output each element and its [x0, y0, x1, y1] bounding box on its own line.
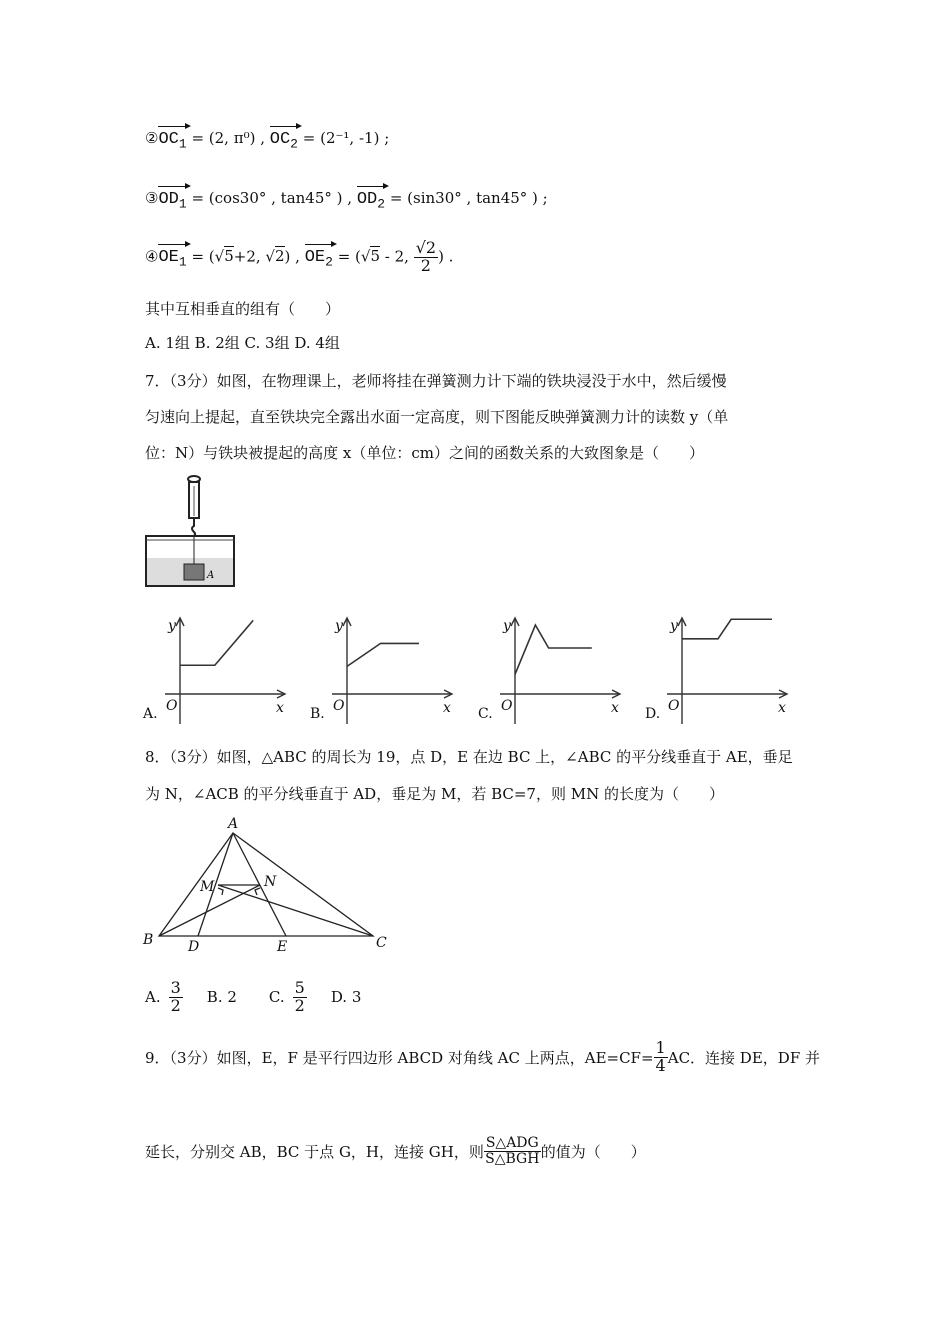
x-axis-label: x — [778, 700, 786, 716]
radicand: 5 — [370, 247, 380, 266]
y-axis-label: y — [168, 618, 176, 634]
vector-od2 — [357, 186, 385, 211]
option-label: A. — [143, 706, 158, 722]
label-a: A — [228, 816, 239, 832]
y-axis-label: y — [670, 618, 678, 634]
fraction — [169, 980, 183, 1015]
right-angle-mark — [218, 888, 223, 895]
bisector-c — [218, 885, 373, 936]
q8-options — [145, 980, 361, 1015]
denominator: 2 — [170, 995, 181, 1015]
denominator: 2 — [420, 255, 431, 275]
option-b: B. 2 — [206, 988, 237, 1007]
vec-value: = (2⁻¹, -1) ; — [302, 129, 390, 147]
origin-label: O — [668, 698, 680, 714]
vec-sub: 1 — [178, 254, 187, 270]
function-line — [682, 619, 772, 639]
graph-option-b — [310, 612, 460, 727]
vec-value: = (sin30° , tan45° ) ; — [389, 189, 548, 207]
option-label: C. — [478, 706, 493, 722]
option-a: A. — [145, 988, 161, 1007]
function-line — [515, 625, 592, 674]
label-d: D — [188, 939, 200, 955]
numerator: 1 — [655, 1038, 666, 1057]
vector-oc1 — [158, 126, 186, 151]
ratio-fraction — [484, 1136, 541, 1166]
vec-sub: 1 — [178, 136, 187, 152]
item-number: ③ — [145, 189, 159, 207]
label-c: C — [376, 935, 387, 951]
vec-name: OD — [158, 190, 179, 209]
x-axis-label: x — [443, 700, 451, 716]
vec-value: = (2, π⁰) , — [191, 129, 265, 147]
q6-item-2 — [145, 126, 389, 151]
vec-value: +2, √ — [233, 247, 275, 266]
vec-sub: 2 — [325, 254, 333, 270]
figure-label: A — [207, 570, 215, 581]
q6-item-4 — [145, 240, 453, 275]
vector-oc2 — [270, 126, 298, 151]
q7-text: 7．（3分）如图，在物理课上，老师将挂在弹簧测力计下端的铁块浸没于水中，然后缓慢 — [145, 372, 727, 390]
vec-value: = (√ — [191, 247, 225, 266]
radicand: 2 — [274, 247, 285, 266]
x-axis-label: x — [611, 700, 619, 716]
label-b: B — [143, 932, 154, 948]
denominator: 4 — [655, 1055, 666, 1075]
vector-oe2 — [305, 244, 333, 269]
numerator: 5 — [294, 978, 305, 997]
q9-line2 — [145, 1136, 646, 1166]
radicand: 5 — [224, 247, 234, 266]
q8-text: 8．（3分）如图，△ABC 的周长为 19，点 D，E 在边 BC 上，∠ABC 的平分线垂直于 AE，垂足 — [145, 748, 793, 766]
q6-options: A. 1组 B. 2组 C. 3组 D. 4组 — [145, 334, 340, 352]
q7-text: 位：N）与铁块被提起的高度 x（单位：cm）之间的函数关系的大致图象是（ ） — [145, 444, 704, 462]
x-axis-label: x — [276, 700, 284, 716]
vector-od1 — [158, 186, 186, 211]
fraction — [414, 240, 438, 275]
origin-label: O — [501, 698, 513, 714]
q9-text: AC．连接 DE，DF 并 — [667, 1048, 820, 1067]
vec-sub: 1 — [178, 196, 187, 212]
right-angle-mark — [255, 888, 260, 895]
q6-item-3 — [145, 186, 548, 211]
numerator: S△ADG — [485, 1135, 539, 1151]
vec-name: OC — [158, 130, 179, 149]
q9-text: 的值为（ ） — [540, 1142, 646, 1161]
item-number: ④ — [145, 247, 159, 266]
vector-oe1 — [158, 244, 186, 269]
vec-name: OE — [304, 248, 326, 268]
option-label: B. — [310, 706, 325, 722]
label-e: E — [277, 939, 288, 955]
numerator: √2 — [415, 238, 437, 257]
q9-text: 延长，分别交 AB，BC 于点 G，H，连接 GH，则 — [145, 1142, 484, 1161]
option-label: D. — [645, 706, 661, 722]
function-line — [347, 643, 419, 666]
vec-value: = (√ — [337, 247, 371, 266]
origin-label: O — [333, 698, 345, 714]
label-n: N — [264, 874, 277, 890]
vec-value: = (cos30° , tan45° ) , — [191, 189, 353, 207]
q9-text: 9．（3分）如图，E，F 是平行四边形 ABCD 对角线 AC 上两点，AE=CF= — [145, 1048, 654, 1067]
y-axis-label: y — [503, 618, 511, 634]
graph-option-c — [478, 612, 628, 727]
triangle-figure — [140, 810, 400, 960]
vec-value: - 2, — [379, 247, 409, 266]
q6-question: 其中互相垂直的组有（ ） — [145, 300, 341, 318]
iron-block — [184, 564, 204, 580]
denominator: 2 — [294, 995, 305, 1015]
spring-scale-figure — [144, 474, 240, 590]
vec-value: ) . — [438, 247, 454, 266]
function-line — [180, 620, 253, 665]
vec-name: OE — [158, 248, 179, 268]
option-c: C. — [268, 988, 285, 1007]
item-number: ② — [145, 129, 159, 147]
origin-label: O — [166, 698, 178, 714]
graph-option-a — [143, 612, 293, 727]
vec-name: OD — [356, 190, 378, 209]
q7-text: 匀速向上提起，直至铁块完全露出水面一定高度，则下图能反映弹簧测力计的读数 y（单 — [145, 408, 729, 426]
graph-option-d — [645, 612, 795, 727]
vec-name: OC — [269, 130, 291, 149]
option-d: D. 3 — [330, 988, 362, 1007]
fraction — [293, 980, 307, 1015]
fraction — [654, 1040, 668, 1075]
vec-sub: 2 — [377, 196, 386, 212]
vec-value: ) , — [284, 247, 300, 266]
label-m: M — [200, 879, 215, 895]
q8-text: 为 N，∠ACB 的平分线垂直于 AD，垂足为 M，若 BC=7，则 MN 的长度为（ ） — [145, 785, 724, 803]
numerator: 3 — [170, 978, 181, 997]
q9-line1 — [145, 1040, 820, 1075]
y-axis-label: y — [335, 618, 343, 634]
denominator: S△BGH — [485, 1150, 540, 1167]
vec-sub: 2 — [290, 136, 298, 152]
